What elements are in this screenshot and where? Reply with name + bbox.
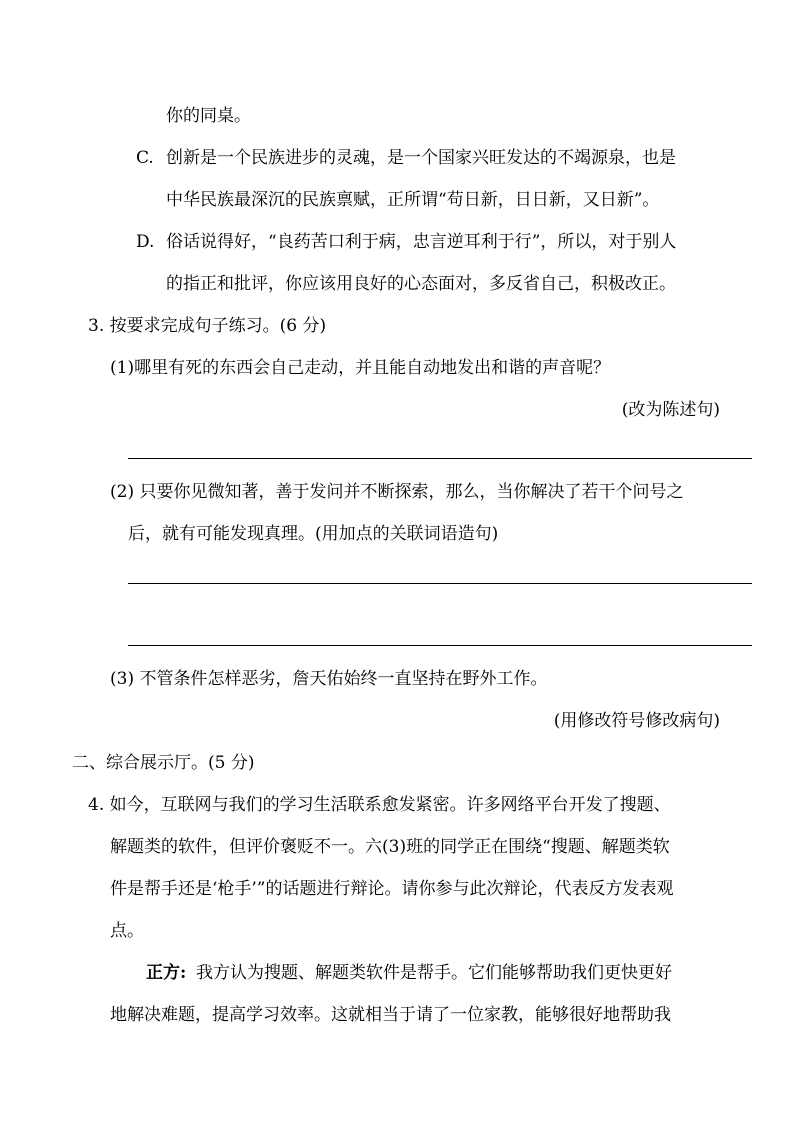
question-4-line4: 点。 — [110, 921, 144, 941]
affirmative-label: 正方: — [146, 963, 187, 983]
question-4-line3: 件是帮手还是‘枪手’”的话题进行辩论。请你参与此次辩论，代表反方发表观 — [110, 879, 674, 899]
q3-item-2-line1: (2) 只要你见微知著，善于发问并不断探索，那么，当你解决了若干个问号之 — [110, 482, 684, 502]
option-c-letter: C. — [136, 148, 154, 168]
question-3-title: 3. 按要求完成句子练习。(6 分) — [88, 316, 327, 336]
option-c-line2: 中华民族最深沉的民族禀赋，正所谓“苟日新，日日新，又日新”。 — [166, 190, 660, 210]
q3-item-1-text: (1)哪里有死的东西会自己走动，并且能自动地发出和谐的声音呢？ — [110, 358, 611, 378]
question-4-line2: 解题类的软件，但评价褒贬不一。六(3)班的同学正在围绕“搜题、解题类软 — [110, 837, 670, 857]
q3-item-3-hint: (用修改符号修改病句) — [553, 711, 720, 731]
q3-item-1-hint: (改为陈述句) — [621, 400, 720, 420]
option-c-line1: 创新是一个民族进步的灵魂，是一个国家兴旺发达的不竭源泉，也是 — [166, 148, 676, 168]
answer-line-3[interactable] — [128, 645, 752, 646]
affirmative-text-line1: 我方认为搜题、解题类软件是帮手。它们能够帮助我们更快更好 — [196, 963, 672, 983]
affirmative-text-line2: 地解决难题，提高学习效率。这就相当于请了一位家教，能够很好地帮助我 — [110, 1005, 671, 1025]
option-b-continuation: 你的同桌。 — [166, 106, 251, 126]
question-4-line1: 4. 如今，互联网与我们的学习生活联系愈发紧密。许多网络平台开发了搜题、 — [88, 795, 671, 815]
answer-line-1[interactable] — [128, 458, 752, 459]
q3-item-2-line2: 后，就有可能发现真理。(用加点的关联词语造句) — [128, 524, 499, 544]
option-d-letter: D. — [136, 232, 155, 252]
option-d-line2: 的指正和批评，你应该用良好的心态面对，多反省自己，积极改正。 — [166, 274, 676, 294]
option-d-line1: 俗话说得好，“良药苦口利于病，忠言逆耳利于行”，所以，对于别人 — [166, 232, 677, 252]
section-2-title: 二、综合展示厅。(5 分) — [72, 753, 255, 773]
answer-line-2[interactable] — [128, 583, 752, 584]
q3-item-3-text: (3) 不管条件怎样恶劣，詹天佑始终一直坚持在野外工作。 — [110, 669, 548, 689]
